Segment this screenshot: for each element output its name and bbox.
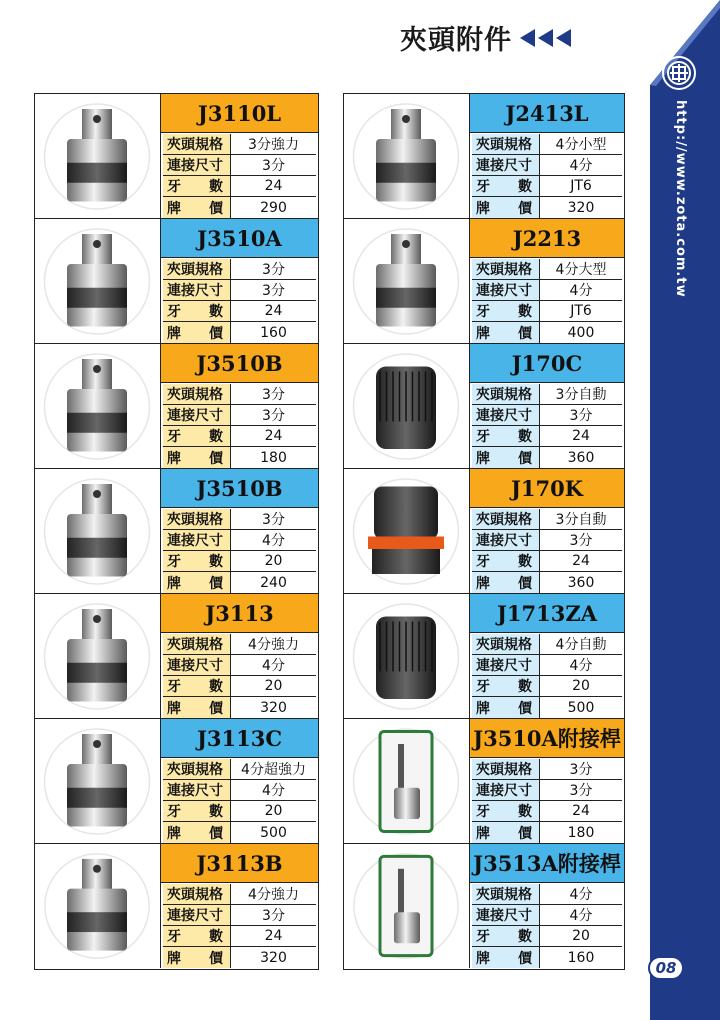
spec-row (472, 905, 622, 926)
teeth-count-value: 20 (572, 678, 590, 694)
product-model: J170K (470, 469, 624, 508)
drill-chuck-photo (35, 344, 161, 468)
product-card (35, 219, 318, 344)
connection-size-label: 連接尺寸 (472, 155, 540, 175)
list-price-value: 160 (260, 324, 287, 341)
product-model: J2413L (470, 94, 624, 133)
list-price-label: 牌 價 (472, 697, 540, 718)
chuck-spec-value: 4分超強力 (241, 762, 306, 778)
chuck-spec-value: 3分 (569, 762, 593, 778)
connection-size-label: 連接尺寸 (472, 905, 540, 925)
product-model: J3510B (161, 469, 318, 508)
product-card (344, 94, 624, 219)
left-product-column (34, 93, 319, 970)
spec-row (472, 155, 622, 176)
spec-row (163, 197, 316, 218)
connection-size-label: 連接尺寸 (472, 780, 540, 800)
teeth-count-value: 24 (264, 428, 283, 444)
spec-row (163, 426, 316, 447)
chuck-spec-value: 4分自動 (555, 637, 607, 653)
spec-row (163, 572, 316, 593)
list-price-value: 320 (260, 699, 287, 716)
spec-row (472, 280, 622, 301)
spec-row (472, 426, 622, 447)
list-price-value: 360 (567, 449, 595, 466)
product-card (35, 844, 318, 968)
chuck-spec-label: 夾頭規格 (472, 634, 540, 654)
spec-row (163, 634, 316, 655)
chuck-spec-value: 3分強力 (248, 137, 299, 153)
teeth-count-value: 24 (572, 553, 590, 569)
list-price-label: 牌 價 (163, 322, 231, 343)
spec-row (163, 405, 316, 426)
product-card (344, 594, 624, 719)
list-price-label: 牌 價 (163, 697, 231, 718)
product-model: J3513A附接桿 (470, 844, 624, 883)
list-price-label: 牌 價 (163, 822, 231, 843)
spec-row (163, 926, 316, 947)
product-model: J170C (470, 344, 624, 383)
spec-table (472, 509, 622, 591)
teeth-count-label: 牙 數 (472, 426, 540, 446)
spec-table (163, 634, 316, 716)
connection-size-value: 4分 (262, 658, 285, 674)
spec-table (472, 259, 622, 341)
product-card (35, 344, 318, 469)
teeth-count-value: 24 (572, 428, 590, 444)
teeth-count-value: 20 (264, 803, 283, 819)
connection-size-label: 連接尺寸 (472, 530, 540, 550)
chuck-spec-label: 夾頭規格 (163, 884, 231, 904)
drill-chuck-photo (35, 594, 161, 718)
brand-logo-icon (662, 56, 696, 90)
teeth-count-label: 牙 數 (472, 801, 540, 821)
chuck-spec-label: 夾頭規格 (163, 134, 231, 154)
page-title-area (400, 18, 574, 57)
connection-size-value: 4分 (262, 533, 285, 549)
spec-row (163, 509, 316, 530)
spec-row (163, 530, 316, 551)
spec-row (472, 780, 622, 801)
spec-table (163, 259, 316, 341)
product-card (344, 219, 624, 344)
drill-chuck-photo (344, 719, 470, 843)
spec-row (163, 280, 316, 301)
teeth-count-label: 牙 數 (163, 301, 231, 321)
connection-size-value: 3分 (569, 533, 593, 549)
connection-size-label: 連接尺寸 (163, 405, 231, 425)
spec-row (472, 384, 622, 405)
chuck-spec-value: 4分大型 (555, 262, 607, 278)
chuck-spec-value: 4分小型 (555, 137, 607, 153)
spec-table (472, 634, 622, 716)
spec-table (163, 384, 316, 466)
spec-row (472, 530, 622, 551)
chuck-spec-label: 夾頭規格 (163, 509, 231, 529)
product-card (35, 469, 318, 594)
teeth-count-label: 牙 數 (472, 926, 540, 946)
spec-row (472, 822, 622, 843)
spec-row (472, 551, 622, 572)
product-model: J2213 (470, 219, 624, 258)
list-price-label: 牌 價 (472, 197, 540, 218)
list-price-value: 500 (260, 824, 287, 841)
chuck-spec-value: 4分強力 (248, 637, 299, 653)
spec-row (472, 697, 622, 718)
chuck-spec-label: 夾頭規格 (472, 759, 540, 779)
spec-table (163, 759, 316, 841)
chuck-spec-label: 夾頭規格 (163, 634, 231, 654)
teeth-count-value: 20 (264, 553, 283, 569)
list-price-label: 牌 價 (163, 947, 231, 968)
list-price-label: 牌 價 (163, 197, 231, 218)
teeth-count-label: 牙 數 (472, 301, 540, 321)
spec-table (472, 884, 622, 966)
spec-row (472, 801, 622, 822)
list-price-label: 牌 價 (163, 572, 231, 593)
product-model: J3510A (161, 219, 318, 258)
list-price-label: 牌 價 (163, 447, 231, 468)
spec-row (163, 384, 316, 405)
connection-size-label: 連接尺寸 (472, 280, 540, 300)
teeth-count-value: 20 (572, 928, 590, 944)
list-price-label: 牌 價 (472, 822, 540, 843)
connection-size-label: 連接尺寸 (163, 530, 231, 550)
drill-chuck-photo (344, 844, 470, 968)
connection-size-value: 4分 (569, 158, 593, 174)
spec-table (163, 884, 316, 966)
spec-row (163, 676, 316, 697)
connection-size-label: 連接尺寸 (472, 405, 540, 425)
spec-row (472, 634, 622, 655)
teeth-count-label: 牙 數 (472, 176, 540, 196)
page-title: 夾頭附件 (400, 25, 512, 56)
chuck-spec-value: 3分自動 (555, 512, 607, 528)
spec-row (163, 780, 316, 801)
spec-row (163, 176, 316, 197)
spec-row (472, 134, 622, 155)
drill-chuck-photo (35, 844, 161, 968)
product-card (35, 594, 318, 719)
spec-table (472, 134, 622, 216)
teeth-count-label: 牙 數 (163, 926, 231, 946)
spec-table (472, 384, 622, 466)
list-price-value: 240 (260, 574, 287, 591)
teeth-count-label: 牙 數 (472, 551, 540, 571)
connection-size-label: 連接尺寸 (472, 655, 540, 675)
spec-row (163, 655, 316, 676)
spec-row (472, 197, 622, 218)
website-url[interactable]: http://www.zota.com.tw (673, 100, 688, 298)
connection-size-label: 連接尺寸 (163, 655, 231, 675)
chuck-spec-value: 3分 (262, 512, 285, 528)
chuck-spec-label: 夾頭規格 (472, 384, 540, 404)
teeth-count-label: 牙 數 (163, 801, 231, 821)
spec-row (163, 801, 316, 822)
connection-size-label: 連接尺寸 (163, 155, 231, 175)
connection-size-label: 連接尺寸 (163, 780, 231, 800)
connection-size-value: 3分 (262, 158, 285, 174)
spec-row (163, 259, 316, 280)
spec-row (163, 155, 316, 176)
teeth-count-value: JT6 (570, 178, 592, 194)
spec-table (472, 759, 622, 841)
connection-size-value: 3分 (569, 783, 593, 799)
drill-chuck-photo (344, 469, 470, 593)
chuck-spec-value: 4分 (569, 887, 593, 903)
product-card (344, 719, 624, 844)
drill-chuck-photo (344, 219, 470, 343)
connection-size-value: 4分 (569, 908, 593, 924)
chuck-spec-label: 夾頭規格 (163, 759, 231, 779)
chuck-spec-label: 夾頭規格 (472, 509, 540, 529)
product-card (344, 344, 624, 469)
teeth-count-value: 24 (572, 803, 590, 819)
teeth-count-label: 牙 數 (472, 676, 540, 696)
spec-row (472, 655, 622, 676)
spec-row (472, 301, 622, 322)
list-price-label: 牌 價 (472, 322, 540, 343)
spec-row (163, 322, 316, 343)
teeth-count-value: JT6 (570, 303, 592, 319)
teeth-count-label: 牙 數 (163, 551, 231, 571)
connection-size-value: 4分 (569, 283, 593, 299)
spec-row (163, 822, 316, 843)
drill-chuck-photo (344, 94, 470, 218)
product-model: J3113B (161, 844, 318, 883)
product-model: J1713ZA (470, 594, 624, 633)
list-price-value: 320 (260, 949, 287, 966)
list-price-value: 360 (567, 574, 595, 591)
connection-size-value: 4分 (569, 658, 593, 674)
list-price-value: 290 (260, 199, 287, 216)
product-model: J3110L (161, 94, 318, 133)
connection-size-value: 3分 (262, 283, 285, 299)
title-arrows-icon (520, 29, 574, 47)
chuck-spec-label: 夾頭規格 (472, 134, 540, 154)
chuck-spec-value: 3分自動 (555, 387, 607, 403)
drill-chuck-photo (35, 469, 161, 593)
teeth-count-value: 24 (264, 928, 283, 944)
list-price-label: 牌 價 (472, 447, 540, 468)
connection-size-value: 4分 (262, 783, 285, 799)
product-model: J3510A附接桿 (470, 719, 624, 758)
teeth-count-value: 24 (264, 303, 283, 319)
product-card (344, 844, 624, 968)
list-price-value: 320 (567, 199, 595, 216)
product-card (35, 719, 318, 844)
teeth-count-label: 牙 數 (163, 676, 231, 696)
spec-row (163, 551, 316, 572)
spec-row (472, 259, 622, 280)
spec-row (163, 759, 316, 780)
chuck-spec-label: 夾頭規格 (472, 259, 540, 279)
spec-row (472, 447, 622, 468)
list-price-value: 500 (567, 699, 595, 716)
product-card (344, 469, 624, 594)
teeth-count-label: 牙 數 (163, 426, 231, 446)
teeth-count-label: 牙 數 (163, 176, 231, 196)
chuck-spec-value: 4分強力 (248, 887, 299, 903)
list-price-label: 牌 價 (472, 572, 540, 593)
connection-size-value: 3分 (569, 408, 593, 424)
spec-row (472, 509, 622, 530)
connection-size-value: 3分 (262, 408, 285, 424)
list-price-value: 400 (567, 324, 595, 341)
list-price-label: 牌 價 (472, 947, 540, 968)
spec-row (163, 947, 316, 968)
spec-row (472, 926, 622, 947)
spec-row (472, 884, 622, 905)
drill-chuck-photo (344, 344, 470, 468)
chuck-spec-value: 3分 (262, 387, 285, 403)
product-card (35, 94, 318, 219)
drill-chuck-photo (35, 719, 161, 843)
spec-row (163, 905, 316, 926)
spec-row (472, 676, 622, 697)
connection-size-label: 連接尺寸 (163, 280, 231, 300)
spec-row (163, 697, 316, 718)
product-model: J3113 (161, 594, 318, 633)
spec-row (163, 301, 316, 322)
page-number: 08 (648, 956, 684, 980)
spec-row (472, 572, 622, 593)
chuck-spec-label: 夾頭規格 (163, 384, 231, 404)
spec-row (472, 405, 622, 426)
product-model: J3113C (161, 719, 318, 758)
chuck-spec-label: 夾頭規格 (163, 259, 231, 279)
spec-table (163, 509, 316, 591)
list-price-value: 160 (567, 949, 595, 966)
spec-row (163, 134, 316, 155)
drill-chuck-photo (35, 94, 161, 218)
list-price-value: 180 (260, 449, 287, 466)
spec-row (163, 884, 316, 905)
product-model: J3510B (161, 344, 318, 383)
drill-chuck-photo (35, 219, 161, 343)
teeth-count-value: 20 (264, 678, 283, 694)
spec-row (472, 176, 622, 197)
spec-row (472, 322, 622, 343)
list-price-value: 180 (567, 824, 595, 841)
spec-row (163, 447, 316, 468)
spec-table (163, 134, 316, 216)
spec-row (472, 759, 622, 780)
connection-size-value: 3分 (262, 908, 285, 924)
spec-row (472, 947, 622, 968)
chuck-spec-label: 夾頭規格 (472, 884, 540, 904)
drill-chuck-photo (344, 594, 470, 718)
teeth-count-value: 24 (264, 178, 283, 194)
chuck-spec-value: 3分 (262, 262, 285, 278)
right-product-column (343, 93, 625, 970)
connection-size-label: 連接尺寸 (163, 905, 231, 925)
